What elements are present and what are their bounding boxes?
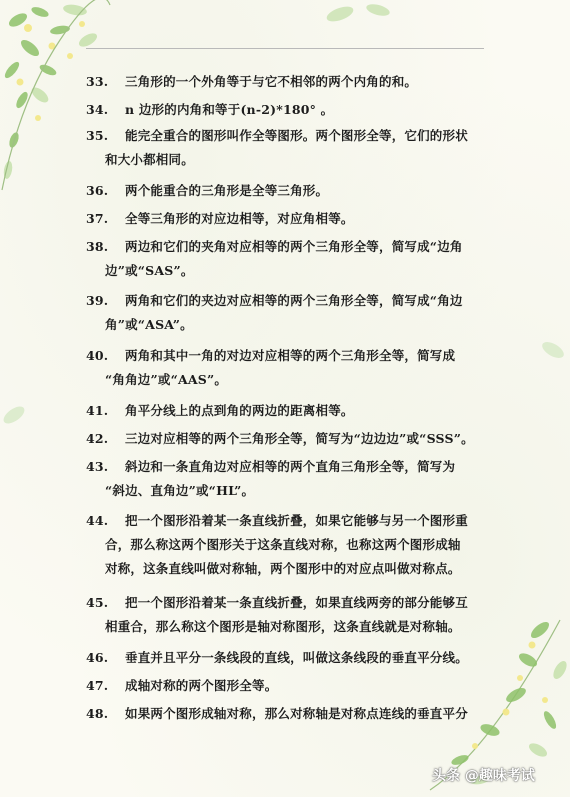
list-item	[0, 650, 570, 674]
item-text-line: 两角和其中一角的对边对应相等的两个三角形全等，简写成	[125, 348, 456, 363]
item-text-line: 全等三角形的对应边相等，对应角相等。	[125, 211, 354, 226]
item-text-line: 三边对应相等的两个三角形全等，简写为“边边边”或“SSS”。	[125, 431, 474, 446]
item-number: 46.	[86, 650, 109, 665]
list-item	[0, 431, 570, 455]
list-item	[0, 348, 570, 396]
list-item	[0, 128, 570, 176]
item-number: 40.	[86, 348, 109, 363]
list-item	[0, 513, 570, 585]
item-text-line: 如果两个图形成轴对称，那么对称轴是对称点连线的垂直平分	[125, 706, 468, 721]
list-item	[0, 239, 570, 287]
item-text-line: 合，那么称这两个图形关于这条直线对称，也称这两个图形成轴	[105, 537, 461, 552]
item-number: 41.	[86, 403, 109, 418]
list-item	[0, 183, 570, 207]
item-number: 45.	[86, 595, 109, 610]
list-item	[0, 211, 570, 235]
item-text-line: 垂直并且平分一条线段的直线，叫做这条线段的垂直平分线。	[125, 650, 468, 665]
item-text-line: 把一个图形沿着某一条直线折叠，如果直线两旁的部分能够互	[125, 595, 468, 610]
item-text-line: 三角形的一个外角等于与它不相邻的两个内角的和。	[125, 74, 418, 89]
list-item	[0, 459, 570, 507]
item-number: 47.	[86, 678, 109, 693]
item-text-line: 角”或“ASA”。	[105, 317, 193, 332]
list-item	[0, 678, 570, 702]
list-item	[0, 102, 570, 126]
item-text-line: 和大小都相同。	[105, 152, 194, 167]
item-text-line: 两边和它们的夹角对应相等的两个三角形全等，简写成“边角	[125, 239, 463, 254]
list-item	[0, 74, 570, 98]
list-item	[0, 706, 570, 730]
item-text-line: n 边形的内角和等于(n-2)*180° 。	[125, 102, 334, 117]
item-number: 48.	[86, 706, 109, 721]
item-text-line: “角角边”或“AAS”。	[105, 372, 228, 387]
item-text-line: 对称，这条直线叫做对称轴，两个图形中的对应点叫做对称点。	[105, 561, 461, 576]
list-item	[0, 403, 570, 427]
list-item	[0, 595, 570, 643]
item-number: 44.	[86, 513, 109, 528]
item-number: 38.	[86, 239, 109, 254]
item-number: 35.	[86, 128, 109, 143]
item-text-line: 两角和它们的夹边对应相等的两个三角形全等，简写成“角边	[125, 293, 463, 308]
item-number: 37.	[86, 211, 109, 226]
item-text-line: 两个能重合的三角形是全等三角形。	[125, 183, 329, 198]
item-text-line: 边”或“SAS”。	[105, 263, 194, 278]
item-text-line: 能完全重合的图形叫作全等图形。两个图形全等，它们的形状	[125, 128, 468, 143]
item-text-line: 角平分线上的点到角的两边的距离相等。	[125, 403, 354, 418]
item-number: 43.	[86, 459, 109, 474]
item-text-line: 斜边和一条直角边对应相等的两个直角三角形全等，简写为	[125, 459, 456, 474]
item-number: 34.	[86, 102, 109, 117]
item-number: 39.	[86, 293, 109, 308]
item-number: 42.	[86, 431, 109, 446]
item-text-line: 相重合，那么称这个图形是轴对称图形，这条直线就是对称轴。	[105, 619, 461, 634]
item-text-line: “斜边、直角边”或“HL”。	[105, 483, 255, 498]
item-number: 36.	[86, 183, 109, 198]
list-item	[0, 293, 570, 341]
item-number: 33.	[86, 74, 109, 89]
watermark: 头条 @趣味考试	[432, 768, 535, 784]
item-text-line: 成轴对称的两个图形全等。	[125, 678, 278, 693]
item-text-line: 把一个图形沿着某一条直线折叠，如果它能够与另一个图形重	[125, 513, 468, 528]
